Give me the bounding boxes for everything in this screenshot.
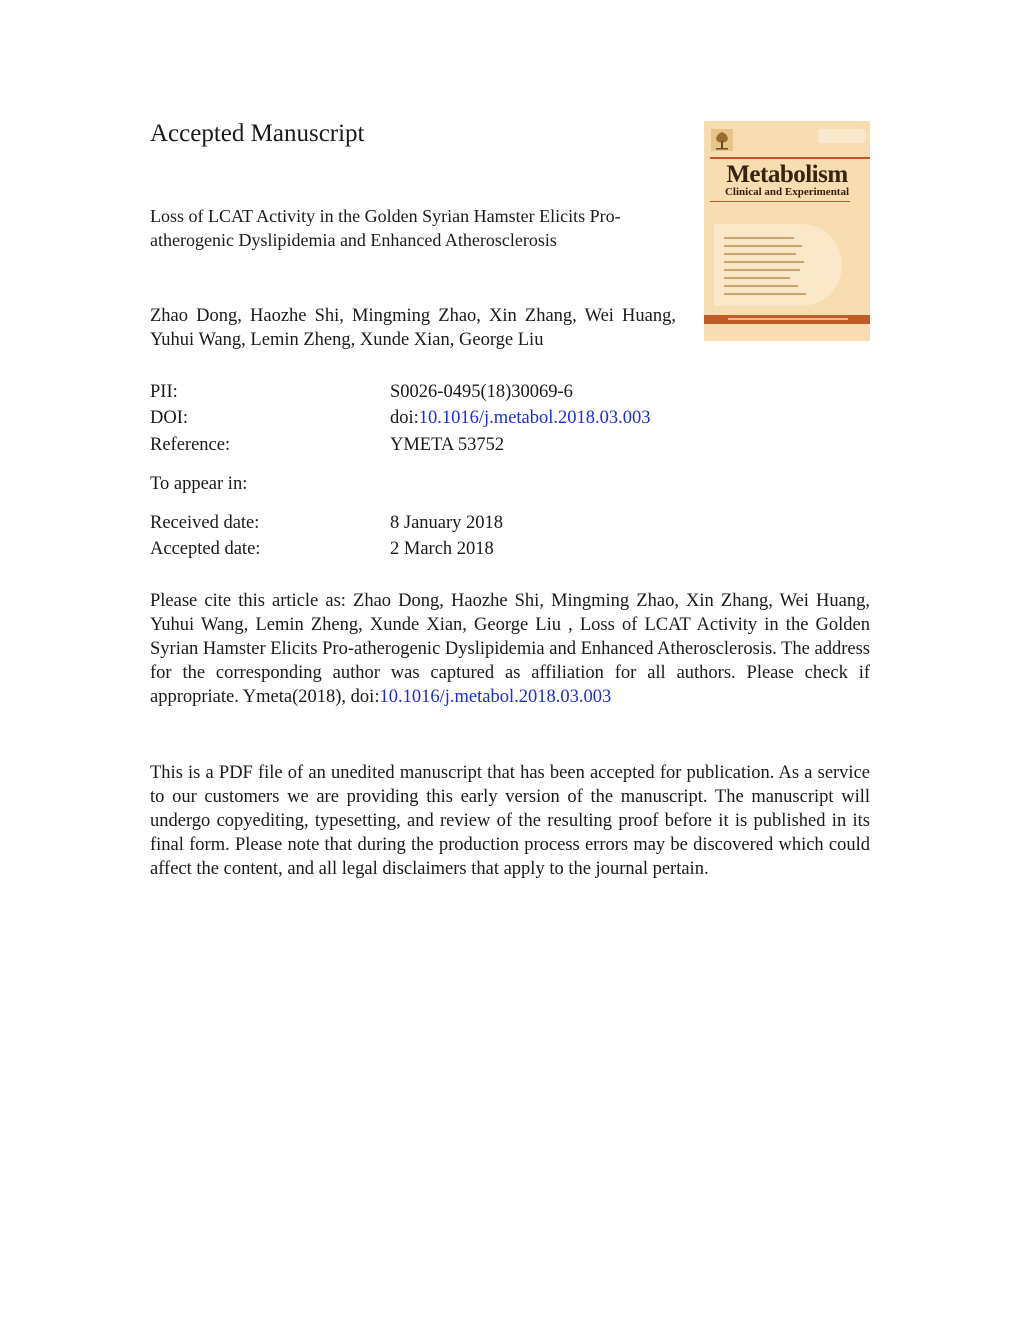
received-value: 8 January 2018 — [390, 513, 504, 533]
cover-text-line — [724, 277, 790, 279]
pii-label: PII: — [150, 382, 178, 402]
doi-prefix: doi: — [390, 408, 419, 428]
cover-text-line — [724, 253, 796, 255]
received-label: Received date: — [150, 513, 260, 533]
cover-text-line — [724, 237, 794, 239]
elsevier-tree-icon — [711, 129, 733, 151]
cover-bottom-text — [728, 318, 848, 320]
accepted-value: 2 March 2018 — [390, 539, 494, 559]
citation-doi-link[interactable]: 10.1016/j.metabol.2018.03.003 — [379, 687, 612, 707]
doi-value — [390, 406, 651, 430]
cover-text-line — [724, 261, 804, 263]
cover-text-line — [724, 285, 798, 287]
cover-rule — [710, 157, 870, 159]
cover-subrule — [710, 201, 850, 202]
cover-text-line — [724, 269, 800, 271]
disclaimer-paragraph: This is a PDF file of an unedited manuscript that has been accepted for publication. As a service to our customers we are providing this early version of the manuscript. The manuscript will undergo copyediting, typesetting, and review of the resulting proof before it is published in its final form. Please note that during the production process errors may be discovered which could affect the content, and all legal disclaimers that apply to the journal pertain. — [150, 763, 870, 879]
article-authors: Zhao Dong, Haozhe Shi, Mingming Zhao, Xin Zhang, Wei Huang, Yuhui Wang, Lemin Zheng, Xunde Xian, George Liu — [150, 306, 676, 350]
cover-journal-subtitle: Clinical and Experimental — [724, 186, 850, 198]
doi-label: DOI: — [150, 408, 189, 428]
doi-link[interactable]: 10.1016/j.metabol.2018.03.003 — [418, 408, 651, 428]
appear-label: To appear in: — [150, 474, 248, 494]
accepted-label: Accepted date: — [150, 539, 261, 559]
citation-text: Please cite this article as: Zhao Dong, Haozhe Shi, Mingming Zhao, Xin Zhang, Wei Huang, Yuhui Wang, Lemin Zheng, Xunde Xian, George Liu , Loss of LCAT Activity in the Golden Syrian Hamster Elicits Pro-atherogenic Dyslipidemia and Enhanced Atherosclerosis. The address for the corresponding author was captured as affiliation for all authors. Please check if appropriate. Ymeta(2018), doi: — [150, 591, 870, 707]
cover-text-line — [724, 293, 806, 295]
article-title: Loss of LCAT Activity in the Golden Syrian Hamster Elicits Pro-atherogenic Dyslipidemia and Enhanced Atherosclerosis — [150, 206, 621, 250]
pii-value: S0026-0495(18)30069-6 — [390, 382, 573, 402]
citation-paragraph — [150, 589, 870, 709]
reference-label: Reference: — [150, 435, 231, 455]
manuscript-heading: Accepted Manuscript — [150, 120, 365, 147]
cover-bottom-bar — [704, 315, 870, 324]
cover-top-bar — [818, 129, 866, 143]
reference-value: YMETA 53752 — [390, 435, 505, 455]
journal-cover — [704, 121, 870, 341]
cover-text-line — [724, 245, 802, 247]
cover-journal-name: Metabolism — [726, 161, 848, 188]
